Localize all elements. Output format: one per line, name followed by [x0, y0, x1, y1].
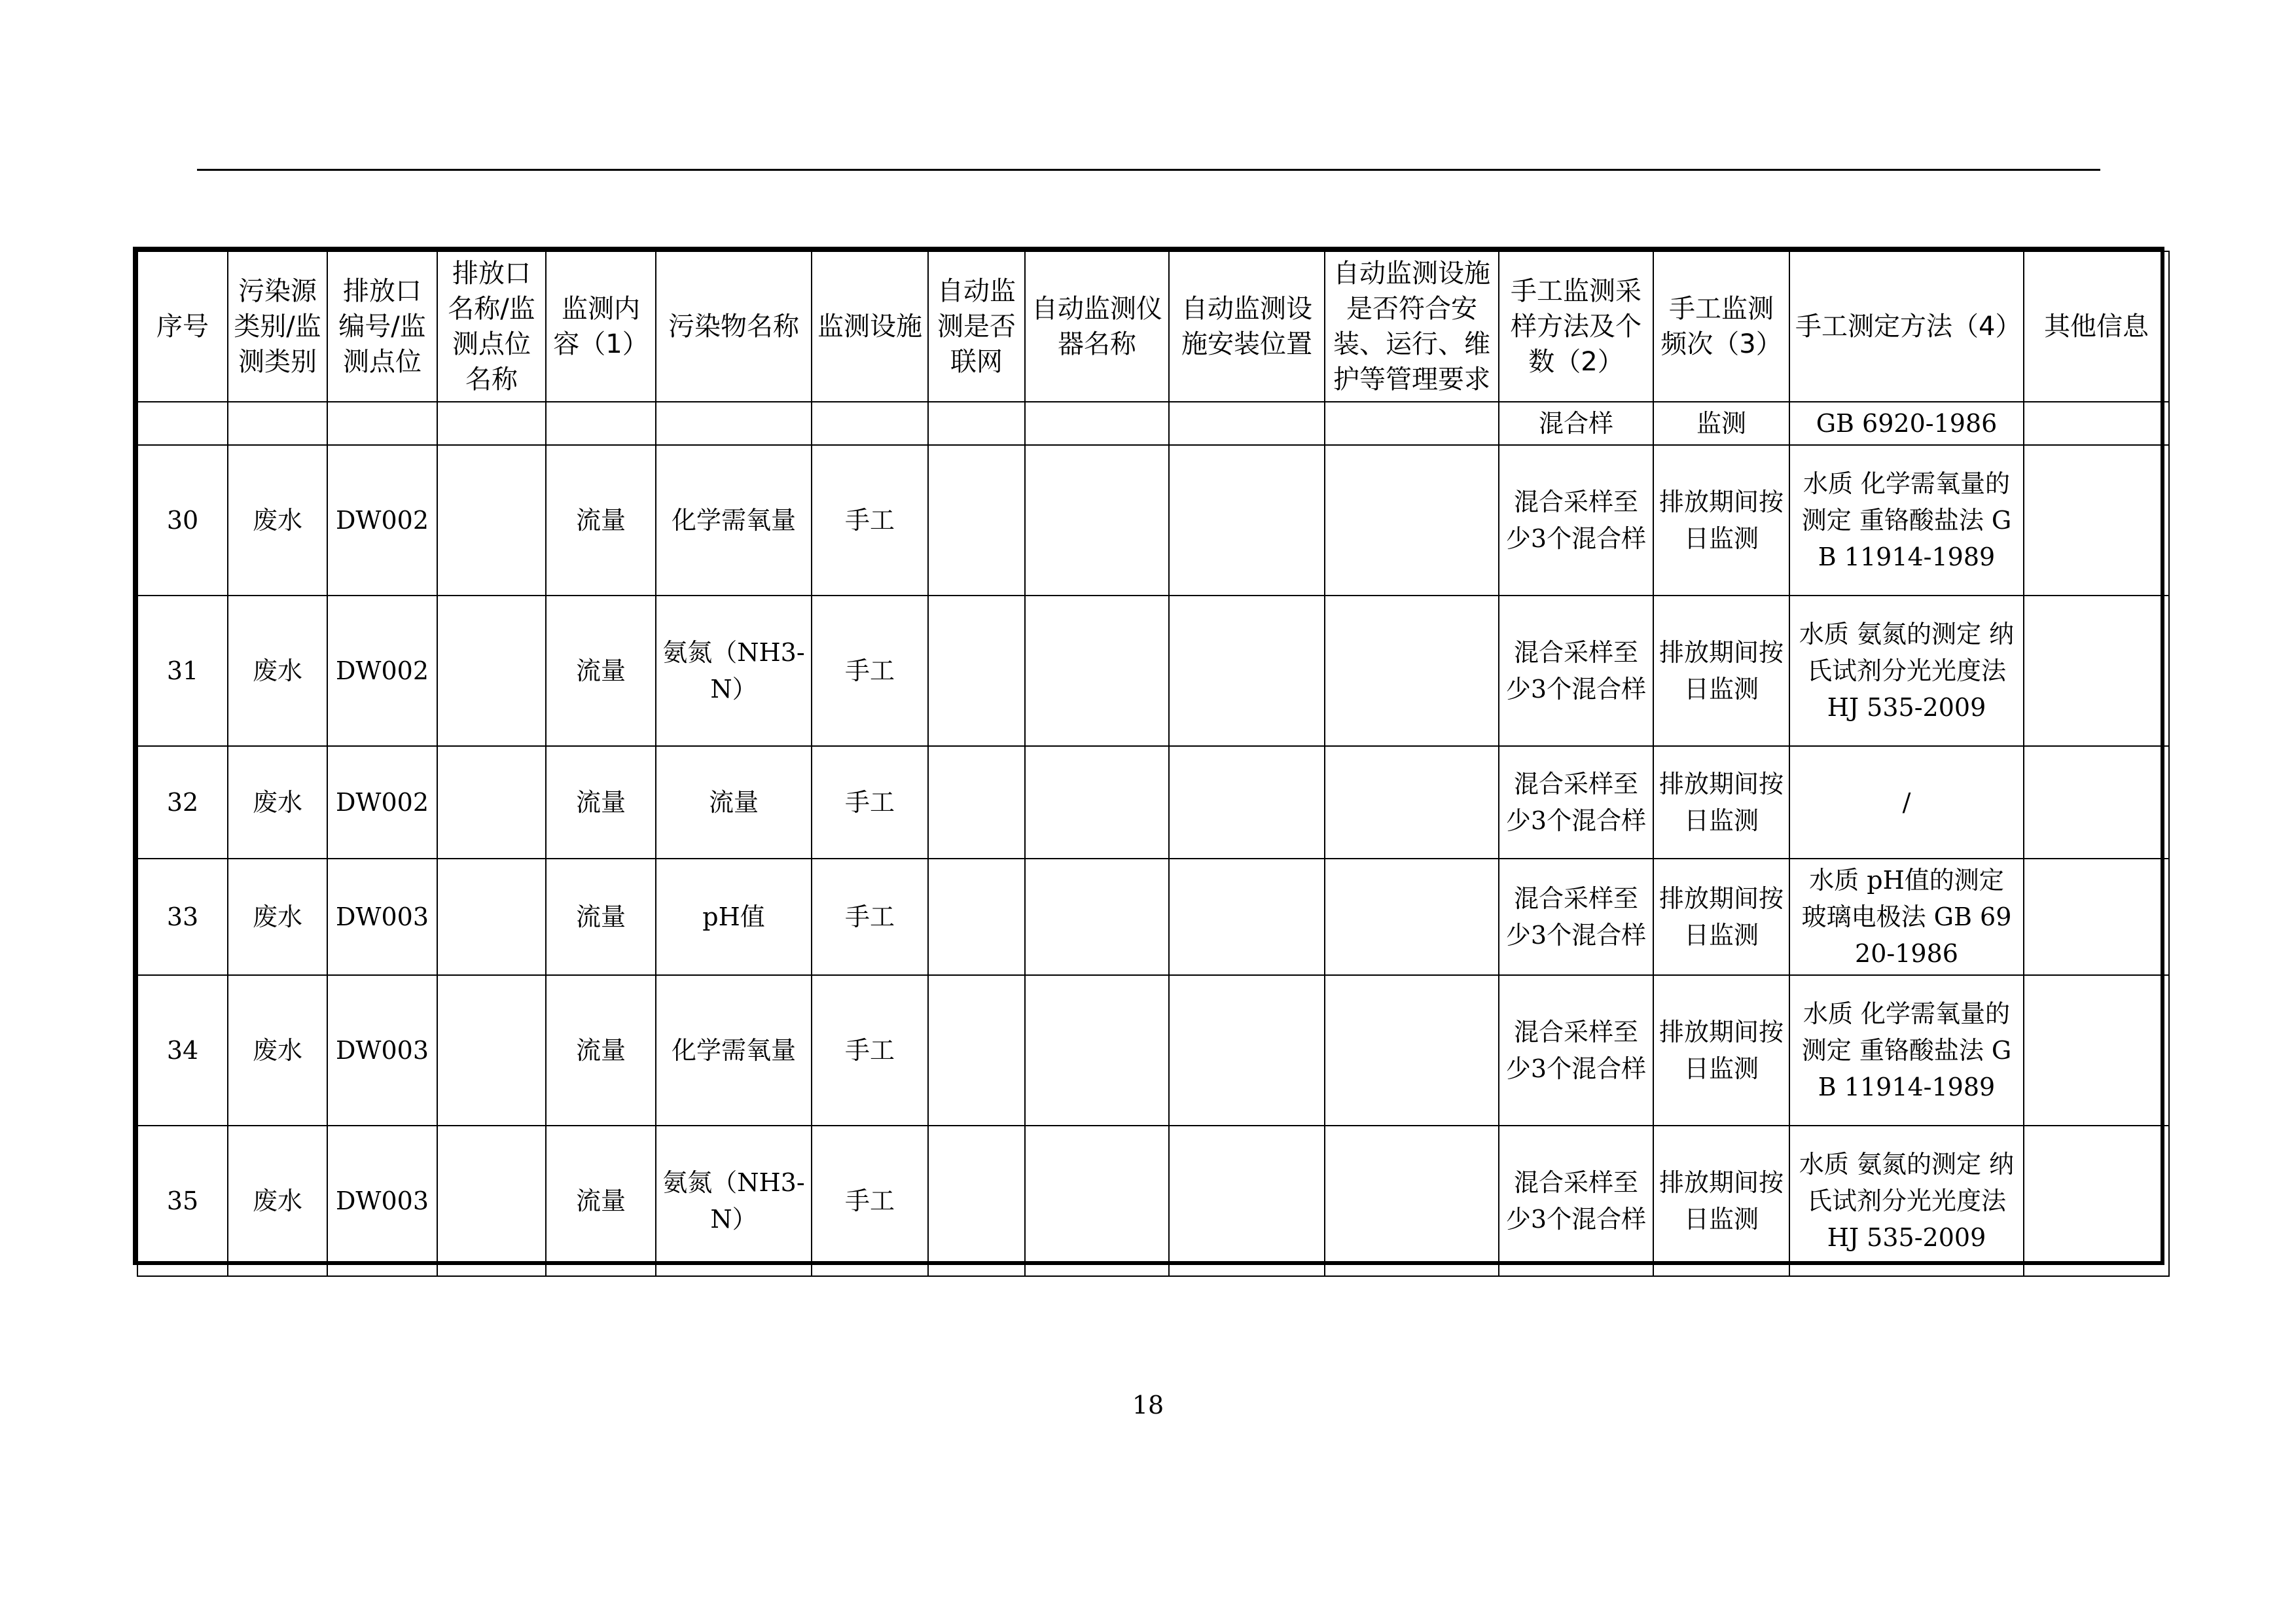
- table-cell: 排放期间按日监测: [1653, 596, 1789, 746]
- header-cell: 手工测定方法（4）: [1789, 251, 2024, 402]
- table-cell: [437, 1126, 546, 1276]
- page-number: 18: [1132, 1391, 1164, 1419]
- header-cell: 排放口编号/监测点位: [327, 251, 437, 402]
- table-cell: [1025, 975, 1169, 1126]
- table-cell: [1325, 402, 1499, 445]
- table-cell: [437, 445, 546, 596]
- header-cell: 监测内容（1）: [546, 251, 656, 402]
- table-cell: 废水: [228, 1126, 327, 1276]
- table-cell: [656, 402, 812, 445]
- table-cell: [2024, 746, 2169, 859]
- table-cell: [928, 859, 1025, 975]
- table-cell: 水质 pH值的测定 玻璃电极法 GB 6920-1986: [1789, 859, 2024, 975]
- table-cell: 监测: [1653, 402, 1789, 445]
- table-cell: [1325, 975, 1499, 1126]
- table-cell: 水质 化学需氧量的测定 重铬酸盐法 GB 11914-1989: [1789, 445, 2024, 596]
- table-cell: 排放期间按日监测: [1653, 975, 1789, 1126]
- header-cell: 自动监测设施安装位置: [1169, 251, 1325, 402]
- table-row: [137, 746, 2169, 859]
- table-cell: 流量: [656, 746, 812, 859]
- table-cell: 排放期间按日监测: [1653, 859, 1789, 975]
- table-cell: DW002: [327, 596, 437, 746]
- table-cell: [327, 402, 437, 445]
- table-cell: [2024, 445, 2169, 596]
- header-cell: 监测设施: [812, 251, 928, 402]
- table-row: [137, 1126, 2169, 1276]
- table-cell: 混合采样至少3个混合样: [1499, 746, 1653, 859]
- table-cell: DW003: [327, 859, 437, 975]
- table-cell: pH值: [656, 859, 812, 975]
- table-cell: [437, 746, 546, 859]
- table-cell: [2024, 859, 2169, 975]
- table-row: [137, 445, 2169, 596]
- table-cell: [928, 1126, 1025, 1276]
- table-cell: [928, 746, 1025, 859]
- table-row: [137, 596, 2169, 746]
- table-cell: 31: [137, 596, 228, 746]
- monitoring-table-frame: [133, 247, 2164, 1265]
- table-cell: 水质 氨氮的测定 纳氏试剂分光光度法 HJ 535-2009: [1789, 596, 2024, 746]
- table-cell: [2024, 1126, 2169, 1276]
- table-cell: 手工: [812, 596, 928, 746]
- table-cell: 废水: [228, 596, 327, 746]
- table-cell: DW002: [327, 445, 437, 596]
- table-cell: [1025, 402, 1169, 445]
- table-cell: 废水: [228, 746, 327, 859]
- table-cell: 手工: [812, 859, 928, 975]
- table-cell: 流量: [546, 1126, 656, 1276]
- table-cell: 氨氮（NH3-N）: [656, 1126, 812, 1276]
- table-cell: [1025, 596, 1169, 746]
- header-cell: 污染源类别/监测类别: [228, 251, 327, 402]
- table-cell: [928, 975, 1025, 1126]
- table-cell: [928, 445, 1025, 596]
- table-cell: 混合采样至少3个混合样: [1499, 975, 1653, 1126]
- table-cell: 化学需氧量: [656, 975, 812, 1126]
- header-cell: 污染物名称: [656, 251, 812, 402]
- table-cell: [437, 859, 546, 975]
- table-cell: 排放期间按日监测: [1653, 445, 1789, 596]
- table-cell: [1169, 975, 1325, 1126]
- table-cell: [1325, 596, 1499, 746]
- table-cell: [1169, 1126, 1325, 1276]
- table-cell: [1025, 445, 1169, 596]
- table-cell: [1169, 402, 1325, 445]
- table-cell: 混合采样至少3个混合样: [1499, 1126, 1653, 1276]
- table-cell: [2024, 975, 2169, 1126]
- table-cell: 混合采样至少3个混合样: [1499, 859, 1653, 975]
- header-cell: 手工监测采样方法及个数（2）: [1499, 251, 1653, 402]
- table-cell: [546, 402, 656, 445]
- table-cell: 手工: [812, 1126, 928, 1276]
- table-cell: DW002: [327, 746, 437, 859]
- header-cell: 自动监测是否联网: [928, 251, 1025, 402]
- table-cell: [437, 975, 546, 1126]
- table-cell: [1325, 1126, 1499, 1276]
- header-cell: 排放口名称/监测点位名称: [437, 251, 546, 402]
- monitoring-table: [137, 251, 2170, 1277]
- table-cell: DW003: [327, 1126, 437, 1276]
- table-cell: [1025, 1126, 1169, 1276]
- header-cell: 自动监测设施是否符合安装、运行、维护等管理要求: [1325, 251, 1499, 402]
- table-cell: [1169, 859, 1325, 975]
- table-cell: 流量: [546, 859, 656, 975]
- table-cell: [928, 402, 1025, 445]
- table-cell: 水质 氨氮的测定 纳氏试剂分光光度法 HJ 535-2009: [1789, 1126, 2024, 1276]
- table-cell: 流量: [546, 445, 656, 596]
- table-cell: [812, 402, 928, 445]
- table-cell: [1169, 746, 1325, 859]
- table-row: [137, 859, 2169, 975]
- table-cell: 手工: [812, 445, 928, 596]
- table-cell: 流量: [546, 746, 656, 859]
- table-cell: 废水: [228, 445, 327, 596]
- table-cell: [2024, 402, 2169, 445]
- table-cell: 排放期间按日监测: [1653, 1126, 1789, 1276]
- table-cell: 35: [137, 1126, 228, 1276]
- header-rule: [197, 169, 2100, 171]
- table-cell: 水质 化学需氧量的测定 重铬酸盐法 GB 11914-1989: [1789, 975, 2024, 1126]
- table-cell: 手工: [812, 975, 928, 1126]
- table-cell: GB 6920-1986: [1789, 402, 2024, 445]
- table-cell: 氨氮（NH3-N）: [656, 596, 812, 746]
- table-cell: 混合样: [1499, 402, 1653, 445]
- header-cell: 序号: [137, 251, 228, 402]
- table-cell: 32: [137, 746, 228, 859]
- table-cell: [1325, 859, 1499, 975]
- table-cell: 混合采样至少3个混合样: [1499, 445, 1653, 596]
- header-cell: 手工监测频次（3）: [1653, 251, 1789, 402]
- table-cell: [1025, 859, 1169, 975]
- table-cell: 化学需氧量: [656, 445, 812, 596]
- table-header-row: [137, 251, 2169, 402]
- table-cell: 混合采样至少3个混合样: [1499, 596, 1653, 746]
- table-cell: 34: [137, 975, 228, 1126]
- table-cell: [1325, 746, 1499, 859]
- header-cell: 其他信息: [2024, 251, 2169, 402]
- table-cell: [137, 402, 228, 445]
- table-cell: /: [1789, 746, 2024, 859]
- table-cell: [1025, 746, 1169, 859]
- table-cell: [2024, 596, 2169, 746]
- table-cell: 手工: [812, 746, 928, 859]
- table-cell: [928, 596, 1025, 746]
- table-cell: [1169, 596, 1325, 746]
- table-cell: 流量: [546, 975, 656, 1126]
- table-cell: 废水: [228, 859, 327, 975]
- table-cell: 排放期间按日监测: [1653, 746, 1789, 859]
- table-cell: DW003: [327, 975, 437, 1126]
- table-cell: 30: [137, 445, 228, 596]
- table-cell: [437, 596, 546, 746]
- table-cell: [1325, 445, 1499, 596]
- table-cell: 流量: [546, 596, 656, 746]
- table-cell: 33: [137, 859, 228, 975]
- table-cell: [1169, 445, 1325, 596]
- table-cell: 废水: [228, 975, 327, 1126]
- table-row: [137, 975, 2169, 1126]
- continuation-row: [137, 402, 2169, 445]
- table-cell: [437, 402, 546, 445]
- table-cell: [228, 402, 327, 445]
- header-cell: 自动监测仪器名称: [1025, 251, 1169, 402]
